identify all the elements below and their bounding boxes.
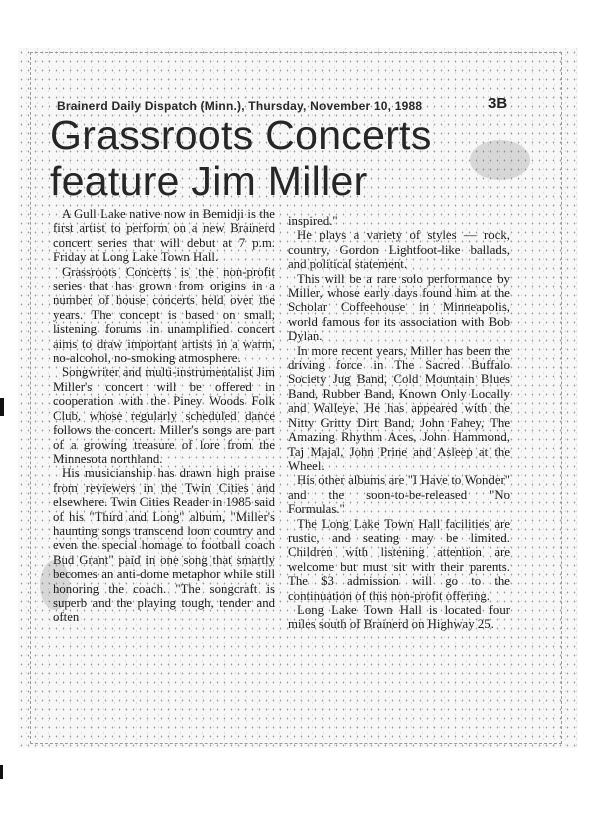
paragraph: His musicianship has drawn high praise from reviewers in the Twin Cities and elsewhere. Twin Cities Reader in 1985 said of his "Third and Long" album, "Miller's haunting songs transcend loon country and even the special homage to football coach Bud Grant" paid in one song that smartly becomes an anti-dome metaphor while still honoring the coach. "The songcraft is superb and the playing tough, tender and often — [53, 466, 275, 625]
paragraph: The Long Lake Town Hall facilities are rustic, and seating may be limited. Children with listening attention are welcome but must sit with their parents. The $3 admission will go to the continuation of this non-profit offering. — [288, 516, 510, 603]
page-number: 3B — [488, 95, 508, 112]
dateline: Brainerd Daily Dispatch (Minn.), Thursday, November 10, 1988 — [57, 99, 423, 113]
paragraph: A Gull Lake native now in Bemidji is the first artist to perform on a new Brainerd concert series that will debut at 7 p.m. Friday at Long Lake Town Hall. — [53, 207, 275, 265]
paragraph: This will be a rare solo performance by Miller, whose early days found him at the Scholar Coffeehouse in Minneapolis, world famous for its association with Bob Dylan. — [288, 271, 510, 344]
scan-mark — [0, 398, 4, 416]
headline-line-1: Grassroots Concerts — [50, 112, 432, 158]
scan-mark — [0, 765, 3, 779]
article-column-2 — [288, 214, 510, 632]
headline-line-2: feature Jim Miller — [50, 158, 368, 204]
article-column-1 — [53, 207, 275, 625]
paragraph: His other albums are "I Have to Wonder" and the soon-to-be-released "No Formulas." — [288, 473, 510, 517]
paragraph: In more recent years, Miller has been the driving force in The Sacred Buffalo Society Jug Band, Cold Mountain Blues Band, Rubber Band, Known Only Locally and Walleye. He has appeared with the Nitty Gritty Dirt Band, John Fahey, The Amazing Rhythm Aces, John Hammond, Taj Majal, John Prine and Asleep at the Wheel. — [288, 343, 510, 473]
paragraph: He plays a variety of styles — rock, country, Gordon Lightfoot-like ballads, and political statement. — [288, 228, 510, 272]
paragraph: Long Lake Town Hall is located four miles south of Brainerd on Highway 25. — [288, 602, 510, 632]
paragraph: Songwriter and multi-instrumentalist Jim Miller's concert will be offered in cooperation with the Piney Woods Folk Club, whose regularly scheduled dance follows the concert. Miller's songs are part of a growing treasure of lore from the Minnesota northland. — [53, 365, 275, 466]
headline — [50, 112, 550, 204]
paragraph: Grassroots Concerts is the non-profit series that has grown from origins in a number of house concerts held over the years. The concept is based on small, listening forums in unamplified concert aims to draw important artists in a warm, no-alcohol, no-smoking atmosphere. — [53, 264, 275, 366]
paragraph-continuation: inspired." — [288, 214, 338, 228]
